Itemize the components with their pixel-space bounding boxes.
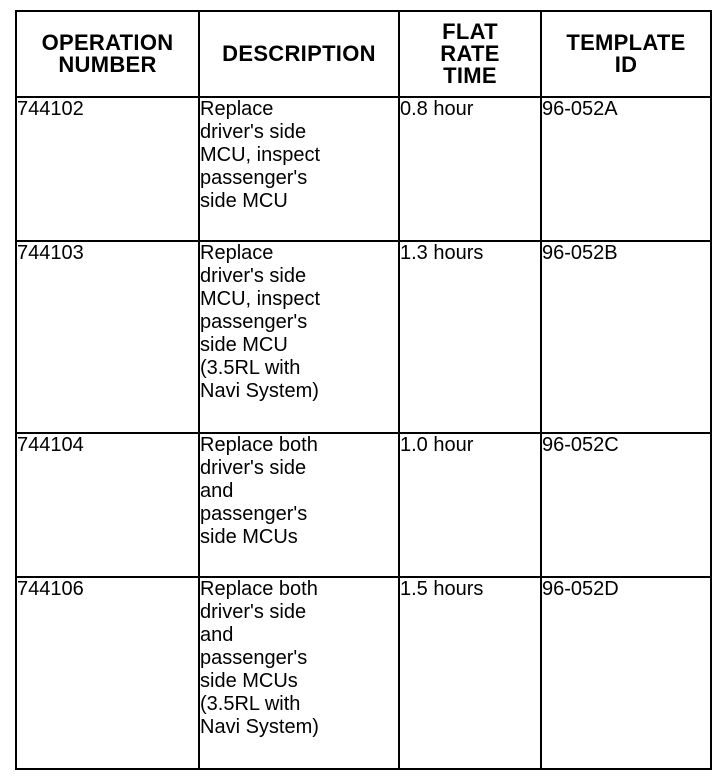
operation-number-cell bbox=[16, 97, 199, 241]
operation-number: 744103 bbox=[17, 242, 84, 264]
header-description-label: DESCRIPTION bbox=[222, 41, 376, 66]
template-id: 96-052B bbox=[542, 242, 618, 264]
flat-rate-time-cell bbox=[399, 241, 541, 433]
template-id: 96-052C bbox=[542, 434, 619, 456]
flat-rate-time: 0.8 hour bbox=[400, 98, 474, 120]
description-cell bbox=[199, 577, 399, 769]
table-row bbox=[16, 577, 711, 769]
flat-rate-time: 1.0 hour bbox=[400, 434, 474, 456]
header-flat-rate-time bbox=[399, 11, 541, 97]
flat-rate-time-cell bbox=[399, 577, 541, 769]
header-operation-number bbox=[16, 11, 199, 97]
description: Replace both driver's side and passenger's side MCUs (3.5RL with Navi System) bbox=[200, 578, 319, 738]
header-flat-rate-time-label: FLAT RATE TIME bbox=[440, 19, 500, 88]
operation-number-cell bbox=[16, 433, 199, 577]
table-row bbox=[16, 97, 711, 241]
description-cell bbox=[199, 433, 399, 577]
table-row bbox=[16, 241, 711, 433]
operation-number: 744104 bbox=[17, 434, 84, 456]
template-id: 96-052D bbox=[542, 578, 619, 600]
table-header-row bbox=[16, 11, 711, 97]
description-cell bbox=[199, 97, 399, 241]
header-template-id bbox=[541, 11, 711, 97]
description-cell bbox=[199, 241, 399, 433]
flat-rate-time-cell bbox=[399, 433, 541, 577]
operation-number-cell bbox=[16, 241, 199, 433]
flat-rate-time: 1.5 hours bbox=[400, 578, 484, 600]
operation-number: 744106 bbox=[17, 578, 84, 600]
table-row bbox=[16, 433, 711, 577]
header-operation-number-label: OPERATION NUMBER bbox=[41, 30, 174, 77]
header-description bbox=[199, 11, 399, 97]
template-id-cell bbox=[541, 97, 711, 241]
template-id: 96-052A bbox=[542, 98, 618, 120]
template-id-cell bbox=[541, 433, 711, 577]
description: Replace driver's side MCU, inspect passenger's side MCU bbox=[200, 98, 321, 212]
template-id-cell bbox=[541, 577, 711, 769]
operation-number: 744102 bbox=[17, 98, 84, 120]
description: Replace both driver's side and passenger's side MCUs bbox=[200, 434, 318, 548]
flat-rate-time: 1.3 hours bbox=[400, 242, 484, 264]
description: Replace driver's side MCU, inspect passenger's side MCU (3.5RL with Navi System) bbox=[200, 242, 321, 402]
labor-operations-table bbox=[15, 10, 712, 770]
template-id-cell bbox=[541, 241, 711, 433]
operation-number-cell bbox=[16, 577, 199, 769]
header-template-id-label: TEMPLATE ID bbox=[566, 30, 686, 77]
flat-rate-time-cell bbox=[399, 97, 541, 241]
